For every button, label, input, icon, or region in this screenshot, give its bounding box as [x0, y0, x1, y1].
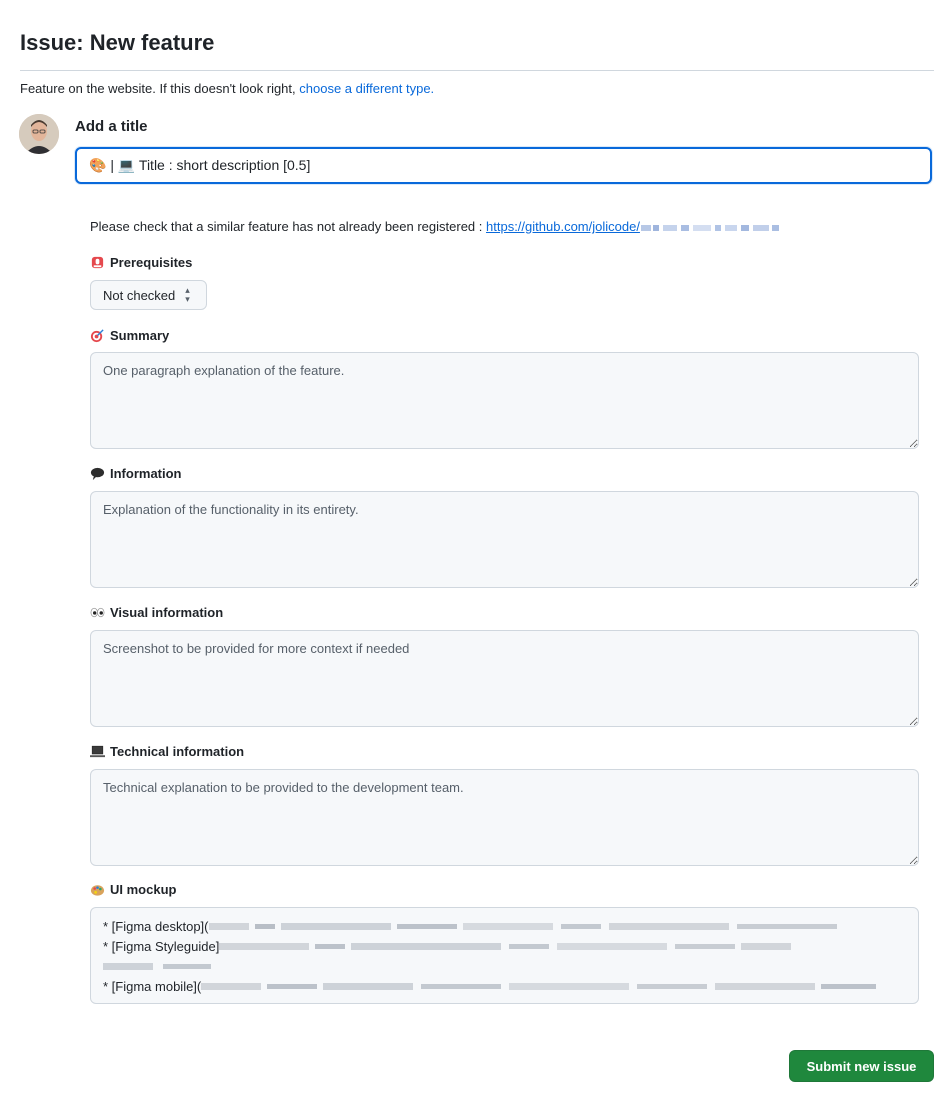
- rotating-light-icon: [90, 255, 105, 270]
- technical-information-label: [90, 744, 244, 759]
- prerequisites-label: [90, 255, 192, 270]
- target-icon: [90, 328, 105, 343]
- information-label: [90, 466, 182, 481]
- issue-type-notice: [20, 81, 434, 96]
- mockup-line-text: * [Figma mobile](: [103, 978, 202, 994]
- issue-title-input[interactable]: [75, 147, 932, 184]
- mockup-line-text: * [Figma desktop](: [103, 918, 209, 934]
- information-textarea[interactable]: [90, 491, 919, 588]
- ui-mockup-label: [90, 882, 176, 897]
- redacted-url-blur: [641, 224, 781, 232]
- issue-type-text: Feature on the website. If this doesn't look right,: [20, 81, 296, 96]
- ui-mockup-label-text: UI mockup: [110, 882, 177, 897]
- technical-information-label-text: Technical information: [110, 744, 245, 759]
- select-arrows-icon: ▴ ▾: [185, 285, 190, 304]
- duplicate-check-text: Please check that a similar feature has not already been registered :: [90, 219, 483, 234]
- laptop-icon: [90, 744, 105, 759]
- visual-information-label: [90, 605, 223, 620]
- summary-textarea[interactable]: [90, 352, 919, 449]
- technical-information-textarea[interactable]: [90, 769, 919, 866]
- page-title: Issue: New feature: [20, 30, 215, 55]
- prerequisites-select[interactable]: [90, 280, 207, 310]
- redacted-link-blur: [201, 983, 881, 990]
- summary-label: [90, 328, 169, 343]
- prerequisites-selected-value: Not checked: [103, 287, 176, 303]
- information-label-text: Information: [110, 466, 182, 481]
- visual-information-textarea[interactable]: [90, 630, 919, 727]
- duplicate-check-notice: [90, 219, 781, 234]
- redacted-link-blur: [219, 943, 799, 950]
- mockup-line-text: * [Figma Styleguide]: [103, 938, 220, 954]
- redacted-link-blur: [103, 963, 213, 970]
- speech-bubble-icon: [90, 466, 105, 481]
- summary-label-text: Summary: [110, 328, 170, 343]
- redacted-link-blur: [209, 923, 849, 930]
- submit-new-issue-button[interactable]: Submit new issue: [789, 1050, 934, 1082]
- ui-mockup-textarea[interactable]: [90, 907, 919, 1004]
- mockup-line-figma-styleguide: [103, 936, 906, 956]
- prerequisites-label-text: Prerequisites: [110, 255, 193, 270]
- mockup-line-figma-mobile: [103, 976, 906, 996]
- header-divider: [20, 70, 934, 71]
- mockup-line-figma-desktop: [103, 916, 906, 936]
- palette-icon: [90, 882, 105, 897]
- existing-issues-url: https://github.com/jolicode/: [486, 219, 640, 234]
- existing-issues-link[interactable]: [486, 219, 781, 234]
- mockup-line-continuation: [103, 956, 906, 976]
- choose-different-type-link[interactable]: choose a different type.: [299, 81, 435, 96]
- eyes-icon: [90, 605, 105, 620]
- avatar: [19, 114, 59, 154]
- add-title-heading: Add a title: [75, 118, 148, 135]
- visual-information-label-text: Visual information: [110, 605, 224, 620]
